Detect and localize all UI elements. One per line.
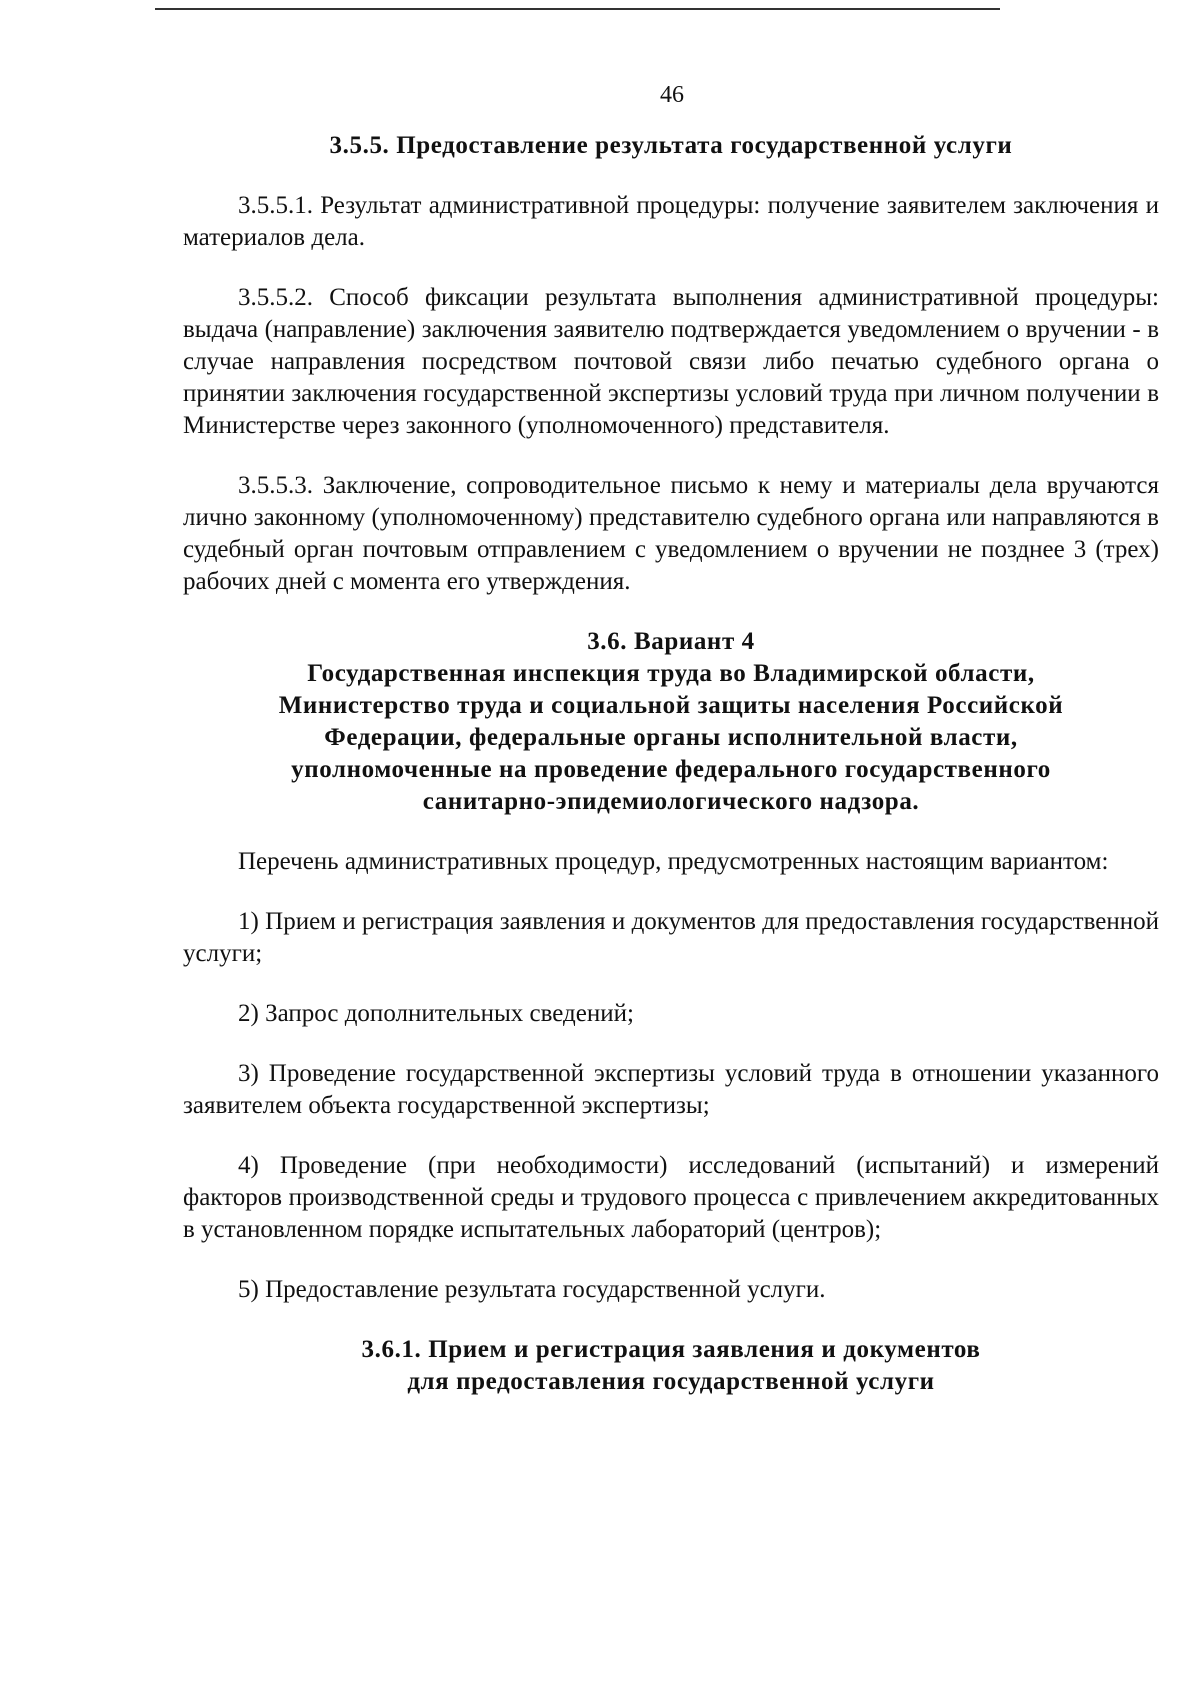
procedure-item-5: 5) Предоставление результата государственной услуги. [238,1276,826,1303]
section-heading-3-6-line: 3.6. Вариант 4 [587,628,755,655]
paragraph-3-5-5-1: 3.5.5.1. Результат административной процедуры: получение заявителем заключения и материалов дела. [183,192,1159,251]
section-heading-3-6-line: санитарно-эпидемиологического надзора. [422,788,920,815]
section-heading-3-6-line: Государственная инспекция труда во Владимирской области, [307,660,1035,687]
section-heading-3-6-1-line: для предоставления государственной услуги [407,1368,935,1395]
top-rule [155,8,1000,10]
procedure-item-3: 3) Проведение государственной экспертизы условий труда в отношении указанного заявителем объекта государственной экспертизы; [183,1060,1159,1119]
document-body [183,130,1159,1398]
paragraph-3-5-5-3: 3.5.5.3. Заключение, сопроводительное письмо к нему и материалы дела вручаются лично законному (уполномоченному) представителю судебного органа или направляются в судебный орган почтовым отправлением с уведомлением о вручении не позднее 3 (трех) рабочих дней с момента его утверждения. [183,472,1159,595]
section-heading-3-6 [183,626,1159,818]
page-number: 46 [660,82,684,108]
section-heading-3-6-line: Министерство труда и социальной защиты населения Российской [278,692,1064,719]
section-heading-3-6-1-line: 3.6.1. Прием и регистрация заявления и документов [361,1336,981,1363]
section-heading-3-6-line: уполномоченные на проведение федерального государственного [291,756,1051,783]
procedure-item-2: 2) Запрос дополнительных сведений; [238,1000,634,1027]
procedures-intro: Перечень административных процедур, предусмотренных настоящим вариантом: [238,848,1109,875]
section-heading-3-5-5: 3.5.5. Предоставление результата государственной услуги [329,132,1013,159]
section-heading-3-6-1 [183,1334,1159,1398]
section-heading-3-6-line: Федерации, федеральные органы исполнительной власти, [324,724,1018,751]
procedure-item-1: 1) Прием и регистрация заявления и документов для предоставления государственной услуги; [183,908,1159,967]
paragraph-3-5-5-2: 3.5.5.2. Способ фиксации результата выполнения административной процедуры: выдача (направление) заключения заявителю подтверждается уведомлением о вручении - в случае направления посредством почтовой связи либо печатью судебного органа о принятии заключения государственной экспертизы условий труда при личном получении в Министерстве через законного (уполномоченного) представителя. [183,284,1159,439]
procedure-item-4: 4) Проведение (при необходимости) исследований (испытаний) и измерений факторов производственной среды и трудового процесса с привлечением аккредитованных в установленном порядке испытательных лабораторий (центров); [183,1152,1159,1243]
